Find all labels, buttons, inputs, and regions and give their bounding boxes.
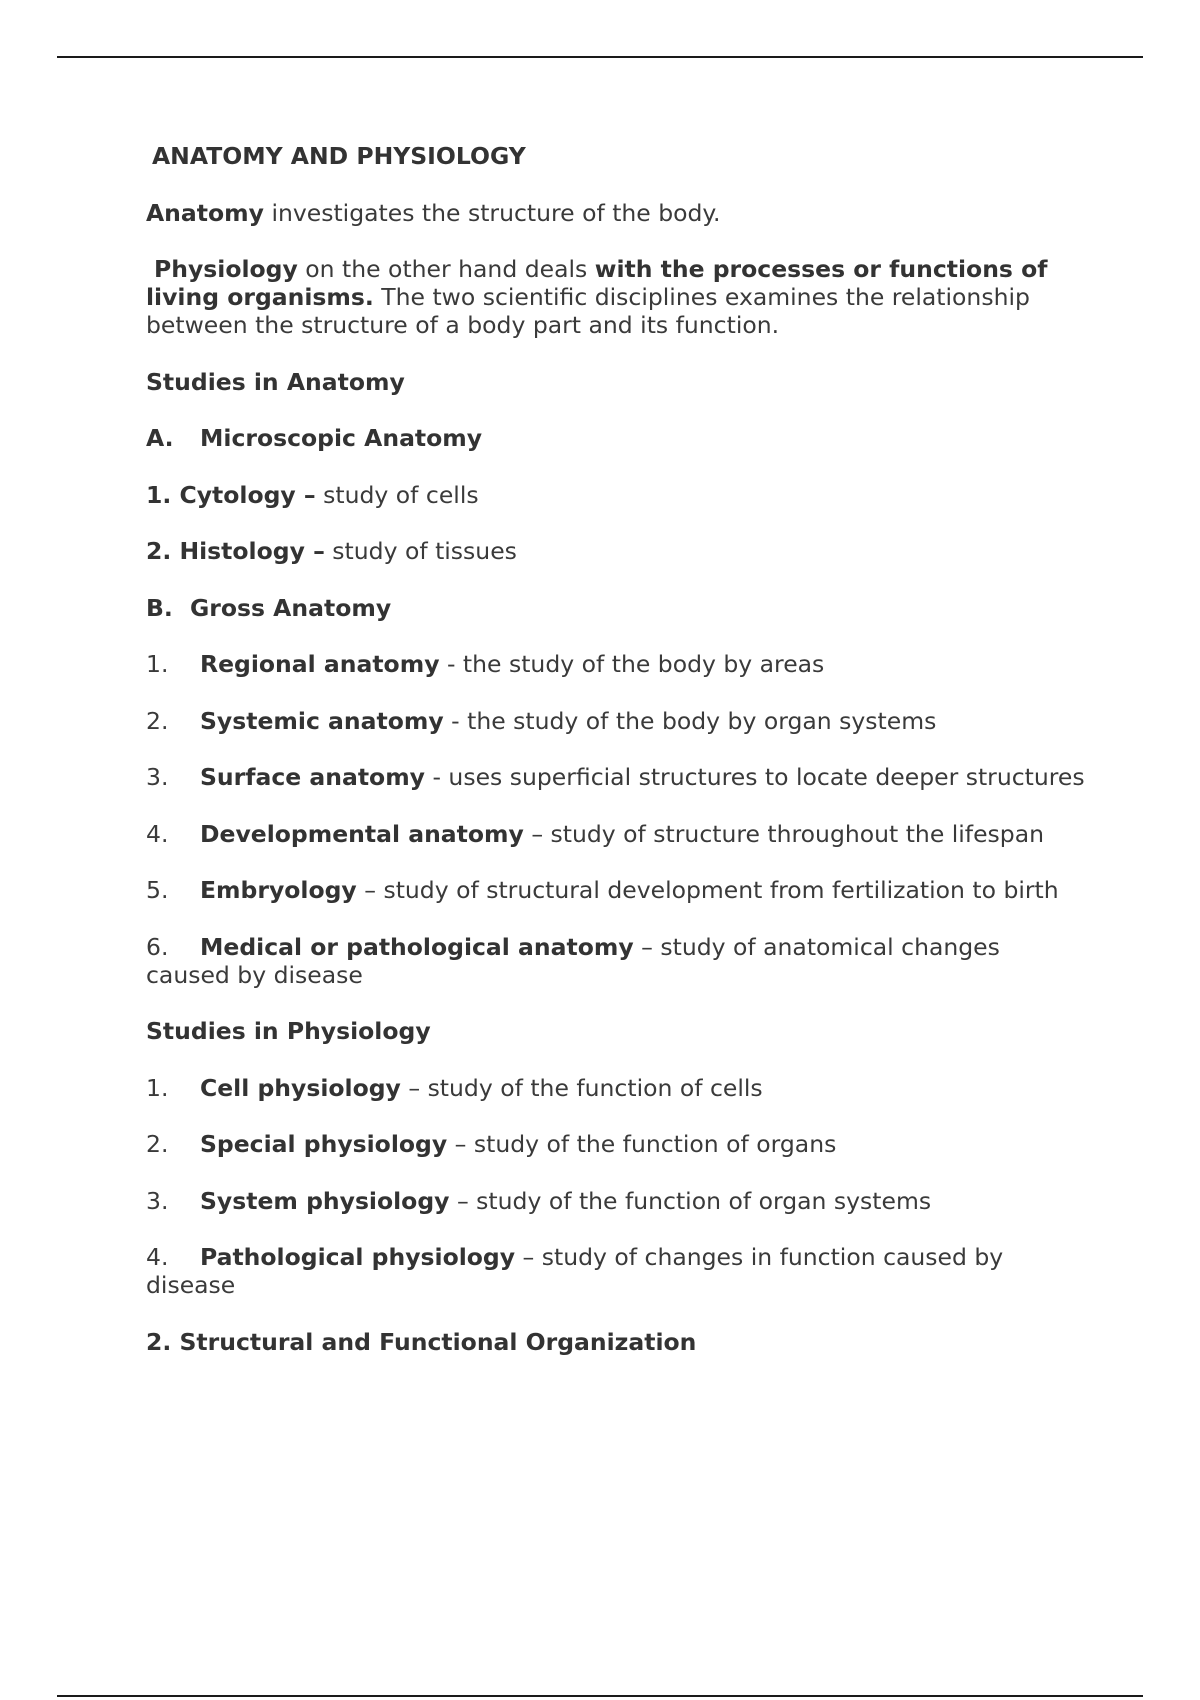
list-number: 3.: [146, 1186, 169, 1215]
studies-in-anatomy-heading: Studies in Anatomy: [146, 367, 405, 396]
list-number: 3.: [146, 763, 169, 791]
list-item-pathological-physiology: [146, 1243, 1091, 1299]
list-item-histology: [146, 537, 1091, 565]
list-number: 2.: [146, 1130, 169, 1158]
gross-letter: B.: [146, 593, 173, 622]
physiology-text-2: The two scientific disciplines examines the relationship between the structure of a body part and its function.: [146, 283, 1030, 339]
top-rule: [57, 56, 1143, 58]
list-number: 2.: [146, 706, 169, 735]
list-item-systemic-anatomy: [146, 707, 1091, 735]
physiology-bold-text: with the processes or functions of living organisms.: [146, 255, 1048, 311]
bottom-rule: [57, 1695, 1143, 1697]
list-item-term: Embryology: [200, 876, 357, 904]
list-item-term: Developmental anatomy: [200, 819, 524, 848]
gross-label: Gross Anatomy: [190, 593, 392, 622]
list-item-desc: – study of the function of organs: [447, 1130, 837, 1158]
list-item-system-physiology: [146, 1187, 1091, 1215]
list-number: 5.: [146, 876, 169, 904]
studies-in-physiology-heading: Studies in Physiology: [146, 1017, 431, 1045]
list-item-cell-physiology: [146, 1074, 1091, 1102]
list-item-desc: – study of structural development from fertilization to birth: [356, 876, 1059, 904]
list-item-desc: – study of changes in function caused by disease: [146, 1243, 1004, 1299]
list-item-cytology: [146, 481, 1091, 509]
anatomy-definition: [146, 199, 1091, 227]
document-body: [146, 142, 1091, 1384]
structural-organization-heading: 2. Structural and Functional Organization: [146, 1327, 697, 1356]
list-item-regional-anatomy: [146, 650, 1091, 678]
list-item-term: Cell physiology: [200, 1073, 401, 1102]
list-item-term: 2. Histology –: [146, 537, 325, 565]
list-item-term: Systemic anatomy: [200, 706, 444, 735]
list-item-surface-anatomy: [146, 763, 1091, 791]
list-number: 4.: [146, 1243, 169, 1271]
list-item-desc: - the study of the body by areas: [439, 650, 825, 678]
list-item-desc: study of cells: [315, 480, 479, 509]
microscopic-label: Microscopic Anatomy: [200, 424, 483, 452]
gross-anatomy-heading: [146, 594, 1091, 622]
list-item-desc: study of tissues: [324, 537, 517, 565]
list-item-desc: - the study of the body by organ systems: [443, 706, 937, 735]
list-item-desc: – study of the function of cells: [400, 1073, 763, 1102]
list-item-term: Surface anatomy: [200, 763, 426, 791]
list-number: 1.: [146, 650, 169, 678]
list-number: 1.: [146, 1073, 169, 1102]
list-item-desc: - uses superficial structures to locate deeper structures: [425, 763, 1085, 791]
list-item-desc: – study of anatomical changes caused by disease: [146, 932, 1000, 989]
list-item-term: System physiology: [200, 1186, 450, 1215]
list-number: 6.: [146, 932, 169, 961]
microscopic-letter: A.: [146, 424, 174, 452]
list-item-term: Pathological physiology: [200, 1243, 516, 1271]
physiology-definition: [146, 255, 1091, 339]
list-item-term: Regional anatomy: [200, 650, 440, 678]
list-item-medical-anatomy: [146, 933, 1091, 989]
list-item-embryology: [146, 876, 1091, 904]
list-number: 4.: [146, 819, 169, 848]
list-item-desc: – study of the function of organ systems: [449, 1186, 932, 1215]
list-item-desc: – study of structure throughout the lifespan: [523, 819, 1044, 848]
list-item-special-physiology: [146, 1130, 1091, 1158]
physiology-text-1: on the other hand deals: [297, 255, 595, 283]
microscopic-anatomy-heading: [146, 424, 1091, 452]
physiology-term: Physiology: [154, 255, 298, 283]
anatomy-text: investigates the structure of the body.: [263, 198, 721, 227]
document-title: ANATOMY AND PHYSIOLOGY: [152, 142, 526, 170]
anatomy-term: Anatomy: [146, 198, 264, 227]
list-item-term: Medical or pathological anatomy: [200, 932, 634, 961]
list-item-term: 1. Cytology –: [146, 480, 316, 509]
list-item-term: Special physiology: [200, 1130, 448, 1158]
list-item-developmental-anatomy: [146, 820, 1091, 848]
